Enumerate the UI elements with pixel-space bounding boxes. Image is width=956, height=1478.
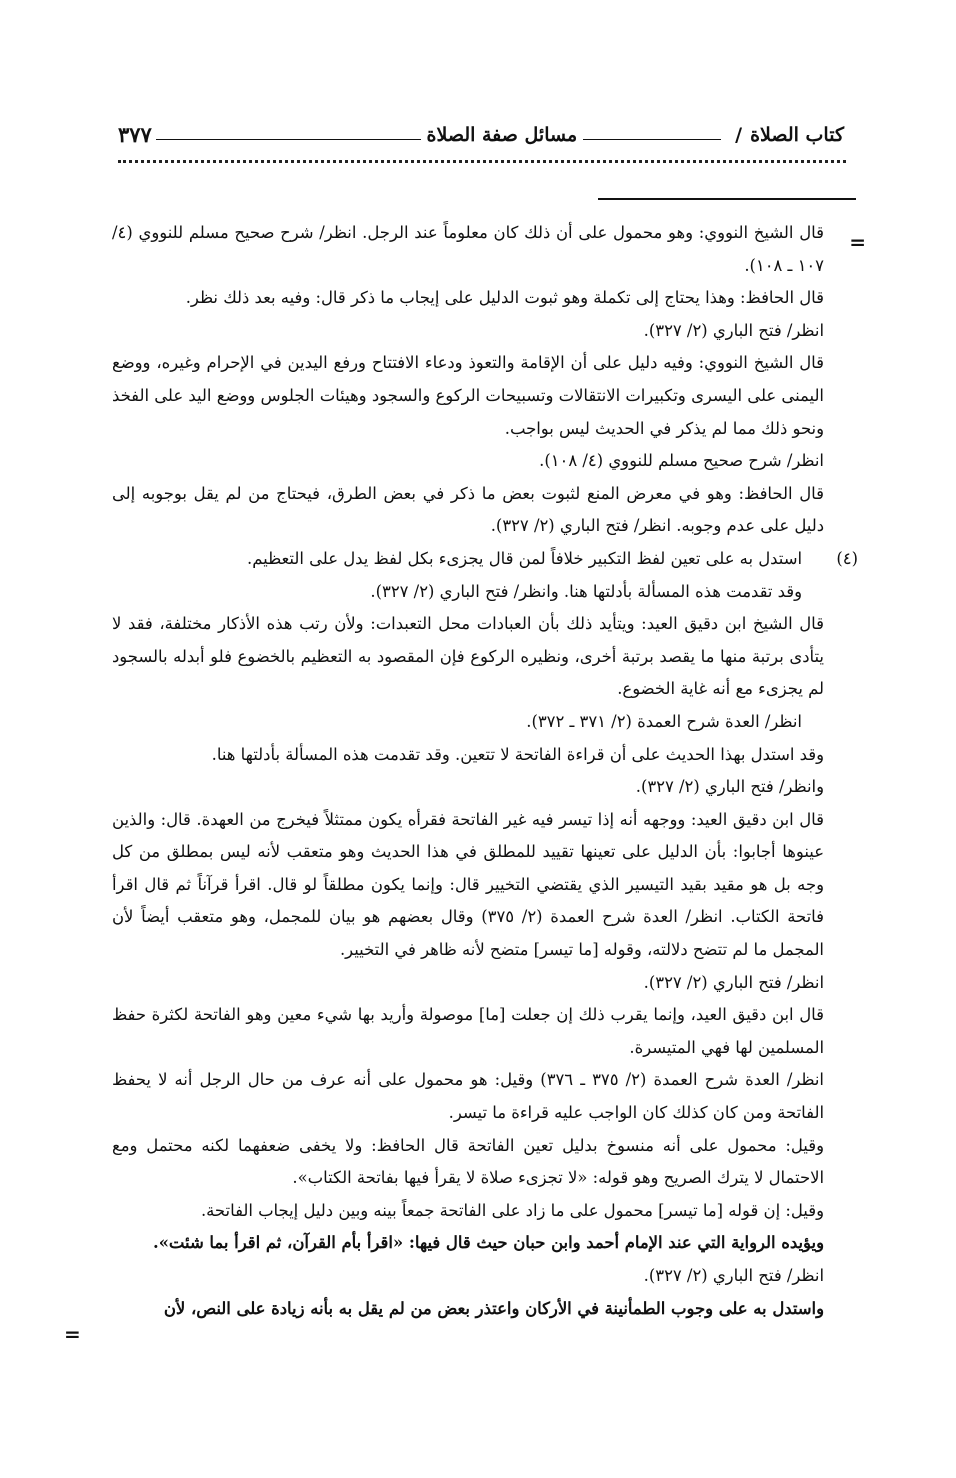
page-number: ٣٧٧ [118, 122, 152, 147]
paragraph: استدل به على تعين لفظ التكبير خلافاً لمن قال يجزىء بكل لفظ يدل على التعظيم. [247, 548, 802, 568]
paragraph: وقد تقدمت هذه المسألة بأدلتها هنا. وانظر/ فتح الباري (٢/ ٣٢٧). [370, 581, 802, 601]
paragraph: واستدل به على وجوب الطمأنينة في الأركان واعتذر بعض من لم يقل به بأنه زيادة على النص، لأن [163, 1298, 824, 1318]
paragraph: وقيل: محمول على أنه منسوخ بدليل تعين الفاتحة قال الحافظ: ولا يخفى ضعفهما لكنه محتمل ومع الاحتمال لا يترك الصريح وهو قوله: «لا تجزىء صلاة لا يقرأ فيها بفاتحة الكتاب». [112, 1135, 824, 1188]
continuation-marker-top: = [849, 230, 866, 254]
paragraph: انظر/ فتح الباري (٢/ ٣٢٧). [643, 320, 824, 340]
paragraph: وقد استدل بهذا الحديث على أن قراءة الفاتحة لا تتعين. وقد تقدمت هذه المسألة بأدلتها هنا. [211, 744, 824, 764]
paragraph: انظر/ فتح الباري (٢/ ٣٢٧). [643, 1266, 824, 1285]
header-rule [156, 139, 421, 140]
dotted-separator [118, 160, 846, 163]
footnote-number: (٤) [836, 548, 858, 568]
paragraph: قال الحافظ: وهذا يحتاج إلى تكملة وهو ثبوت الدليل على إيجاب ما ذكر قال: وفيه بعد ذلك نظر. [185, 288, 824, 308]
paragraph: وانظر/ فتح الباري (٢/ ٣٢٧). [635, 777, 824, 797]
paragraph: قال الحافظ: وهو في معرض المنع لثبوت بعض ما ذكر في بعض الطرق، فيحتاج من لم يقل بوجوبه إلى دليل على عدم وجوبه. انظر/ فتح الباري (٢/ ٣٢٧). [112, 483, 824, 536]
book-title: كتاب الصلاة [750, 124, 844, 146]
paragraph: انظر/ شرح صحيح مسلم للنووي (٤/ ١٠٨). [539, 451, 824, 471]
paragraph: انظر/ العدة شرح العمدة (٢/ ٣٧١ ـ ٣٧٢). [526, 711, 802, 731]
header-rule-short [583, 139, 721, 140]
paragraph: ويؤيده الرواية التي عند الإمام أحمد وابن حبان حيث قال فيها: «اقرأ بأم القرآن، ثم اقرأ بما شئت». [152, 1233, 824, 1253]
paragraph: انظر/ فتح الباري (٢/ ٣٢٧). [643, 972, 824, 992]
continuation-marker-bottom: = [64, 1322, 81, 1346]
paragraph: انظر/ العدة شرح العمدة (٢/ ٣٧٥ ـ ٣٧٦) وقيل: هو محمول على أنه عرف من حال الرجل أنه لا يحفظ الفاتحة ومن كان كذلك كان الواجب عليه قراءة ما تيسر. [112, 1070, 824, 1123]
paragraph: قال الشيخ النووي: وفيه دليل على أن الإقامة والتعوذ ودعاء الافتتاح ورفع اليدين في الإحرام وغيره، ووضع اليمنى على اليسرى وتكبيرات الانتقالات وتسبيحات الركوع والسجود وهيئات الجلوس ووضع اليد على الفخذ ونحو ذلك مما لم يذكر في الحديث ليس بواجب. [112, 353, 824, 438]
paragraph: قال ابن دقيق العيد، وإنما يقرب ذلك إن جعلت [ما] موصولة وأريد بها شيء معين وهو الفاتحة لكثرة حفظ المسلمين لها فهي المتيسرة. [112, 1005, 824, 1057]
paragraph: قال الشيخ النووي: وهو محمول على أن ذلك كان معلوماً عند الرجل. انظر/ شرح صحيح مسلم للنووي (٤/ ١٠٧ ـ ١٠٨). [112, 223, 824, 275]
paragraph: قال ابن دقيق العيد: ووجهه أنه إذا تيسر فيه غير الفاتحة فقرأه يكون ممتثلاً فيخرج من العهدة. قال: والذين عينوها أجابوا: بأن الدليل على تعينها تقييد للمطلق في هذا الحديث وهو متعقب لأنه ليس بمطلق من كل وجه بل هو مقيد بقيد التيسير الذي يقتضي التخيير قال: وإنما يكون مطلقاً لو قال. اقرأ قرآناً ثم قال اقرأ فاتحة الكتاب. انظر/ العدة شرح العمدة (٢/ ٣٧٥) وقال بعضهم هو بيان للمجمل، وهو متعقب أيضاً لأن المجمل ما لم تتضح دلالته، وقوله [ما تيسر] متضح لأنه ظاهر في التخيير. [112, 809, 824, 960]
footnote-text [112, 217, 858, 1325]
paragraph: وقيل: إن قوله [ما تيسر] محمول على ما زاد على الفاتحة جمعاً بينه وبين دليل إيجاب الفاتحة. [200, 1200, 824, 1220]
paragraph: قال الشيخ ابن دقيق العيد: ويتأيد ذلك بأن العبادات محل التعبدات: ولأن رتب هذه الأذكار مختلفة، فقد لا يتأدى برتبة منها ما يقصد برتبة أخرى، ونظيره الركوع فإن المقصود به التعظيم بالخضوع فلو أبدله بالسجود لم يجزىء مع أنه غاية الخضوع. [112, 614, 824, 699]
footnote-rule [598, 198, 856, 200]
footnote-item [112, 543, 858, 576]
running-header [118, 108, 844, 148]
header-separator: / [735, 124, 743, 146]
section-title: مسائل صفة الصلاة [426, 124, 578, 146]
